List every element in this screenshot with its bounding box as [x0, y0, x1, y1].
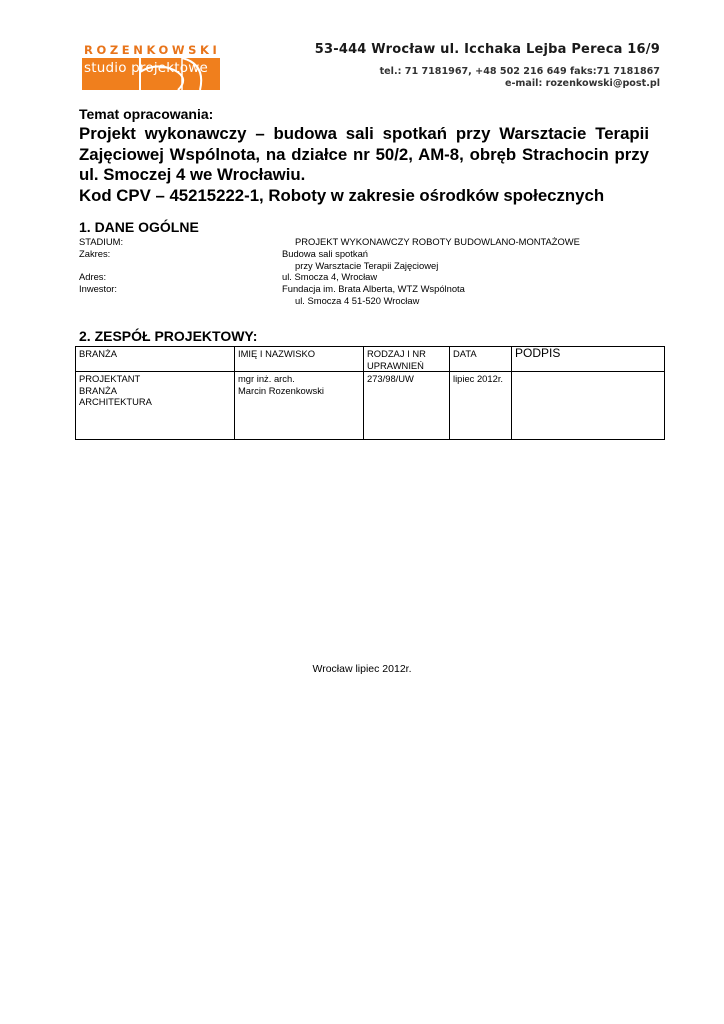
topic-label: Temat opracowania: — [79, 106, 214, 122]
cell-license: 273/98/UW — [364, 372, 450, 440]
stadium-label: STADIUM: — [79, 236, 124, 247]
cell-date: lipiec 2012r. — [450, 372, 512, 440]
scope-value-cont: przy Warsztacie Terapii Zajęciowej — [295, 259, 439, 271]
scope-value: Budowa sali spotkań — [282, 247, 368, 259]
cell-branch — [76, 372, 235, 440]
scope-label: Zakres: — [79, 247, 111, 259]
header-signature: PODPIS — [512, 347, 665, 372]
cell-name-person: Marcin Rozenkowski — [238, 384, 324, 396]
cell-name-title: mgr inż. arch. — [238, 373, 295, 385]
stadium-value: PROJEKT WYKONAWCZY ROBOTY BUDOWLANO-MONTAŻOWE — [295, 236, 580, 247]
cell-branch-line3: ARCHITEKTURA — [79, 396, 152, 408]
address-label: Adres: — [79, 271, 107, 283]
company-logo — [82, 42, 220, 90]
cell-signature — [512, 372, 665, 440]
investor-address: ul. Smocza 4 51-520 Wrocław — [295, 294, 420, 306]
cell-branch-line2: BRANŻA — [79, 384, 118, 396]
company-phone: tel.: 71 7181967, +48 502 216 649 faks:71 7181867 — [379, 66, 660, 77]
company-address-block — [315, 42, 660, 89]
cell-branch-line1: PROJEKTANT — [79, 373, 141, 385]
company-address: 53-444 Wrocław ul. Icchaka Lejba Pereca 16/9 — [314, 42, 660, 57]
document-topic — [79, 106, 649, 206]
section-team-heading: 2. ZESPÓŁ PROJEKTOWY: — [79, 328, 258, 344]
cpv-code: Kod CPV – 45215222-1, Roboty w zakresie ośrodków społecznych — [79, 185, 605, 205]
header-license — [364, 347, 450, 372]
header-license-line1: RODZAJ I NR — [367, 348, 426, 359]
header-name: IMIĘ I NAZWISKO — [235, 347, 364, 372]
investor-value: Fundacja im. Brata Alberta, WTZ Wspólnota — [282, 283, 465, 295]
header-date: DATA — [450, 347, 512, 372]
cell-name — [235, 372, 364, 440]
header-branch: BRANŻA — [76, 347, 235, 372]
place-and-date: Wrocław lipiec 2012r. — [312, 663, 412, 675]
table-header-row — [76, 347, 665, 372]
investor-label: Inwestor: — [79, 283, 118, 295]
company-email: e-mail: rozenkowski@post.pl — [504, 78, 660, 89]
design-team-table — [75, 346, 665, 440]
document-title: Projekt wykonawczy – budowa sali spotkań przy Warsztacie Terapii Zajęciowej Wspólnota, na działce nr 50/2, AM-8, obręb Strachocin przy ul. Smoczej 4 we Wrocławiu. — [79, 124, 649, 184]
address-value: ul. Smocza 4, Wrocław — [282, 271, 378, 283]
logo-wordmark: ROZENKOWSKI — [84, 43, 221, 57]
section-general-heading: 1. DANE OGÓLNE — [79, 219, 199, 235]
header-license-line2: UPRAWNIEŃ — [367, 359, 424, 371]
logo-subtitle: studio projektowe — [84, 60, 209, 76]
table-row — [76, 372, 665, 440]
